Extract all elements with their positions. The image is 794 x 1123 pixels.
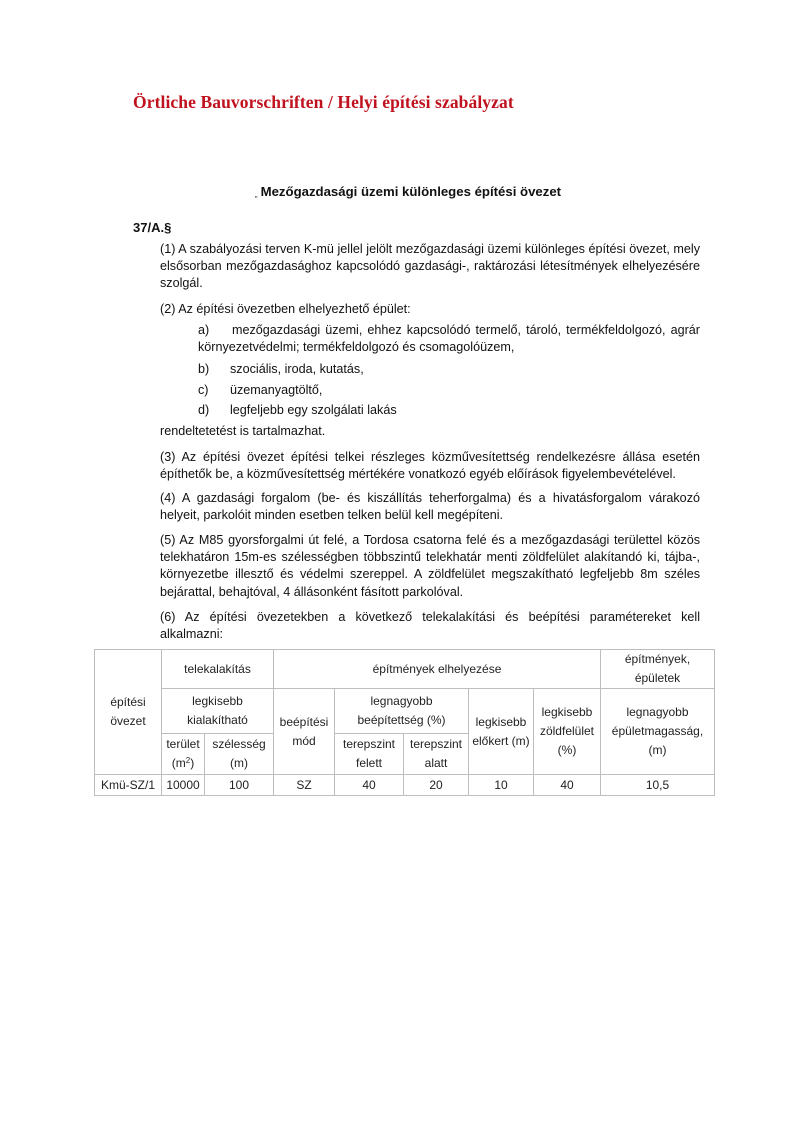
document-header-title: Örtliche Bauvorschriften / Helyi építési szabályzat	[133, 92, 514, 112]
clause-5: (5) Az M85 gyorsforgalmi út felé, a Tordosa csatorna felé és a mezőgazdasági területtel közös telekhatáron 15m-es szélességben többszintű telekhatár menti zöldfelület alakítandó ki, tájba-, környezetbe illesztő és védelmi szereppel. A zöldfelület megszakítható legfeljebb 8m széles bejárattal, behajtóval, 4 állásonként fásított parkolóval.	[160, 533, 700, 599]
header-max-coverage: legnagyobb beépítettség (%)	[335, 689, 469, 734]
clause-2-item-b	[198, 361, 364, 378]
clause-3: (3) Az építési övezet építési telkei részleges közművesítettség rendelkezésre állása esetén építhetők be, a közművesítettség mértékére vonatkozó egyéb előírások figyelembevételével.	[160, 450, 700, 482]
header-width	[205, 734, 274, 775]
list-text: szociális, iroda, kutatás,	[230, 362, 364, 376]
list-label: d)	[198, 403, 210, 417]
area-label: terület	[166, 737, 200, 751]
list-text: mezőgazdasági üzemi, ehhez kapcsolódó termelő, tároló, termékfeldolgozó, agrár környezetvédelmi; termékfeldolgozó és csomagolóüzem,	[198, 323, 700, 355]
cell-height: 10,5	[601, 775, 715, 796]
cell-coverage-below: 20	[404, 775, 469, 796]
cell-zone: Kmü-SZ/1	[95, 775, 162, 796]
list-text: legfeljebb egy szolgálati lakás	[230, 403, 397, 417]
cell-mode: SZ	[274, 775, 335, 796]
list-label: c)	[198, 383, 209, 397]
header-zone: építési övezet	[95, 650, 162, 775]
below-ground-line-2: alatt	[424, 756, 448, 770]
cell-area: 10000	[162, 775, 205, 796]
width-label: szélesség	[212, 737, 266, 751]
opening-quote-mark: „	[254, 190, 258, 199]
header-above-ground	[335, 734, 404, 775]
clause-2-intro: (2) Az építési övezetben elhelyezhető épület:	[160, 302, 411, 316]
header-below-ground	[404, 734, 469, 775]
below-ground-line-1: terepszint	[409, 737, 463, 751]
section-title	[0, 184, 794, 199]
header-max-height: legnagyobb épületmagasság, (m)	[601, 689, 715, 775]
area-unit: (m	[171, 756, 186, 770]
header-min-front-yard: legkisebb előkert (m)	[469, 689, 534, 775]
list-label: a)	[198, 323, 210, 337]
clause-2-tail: rendeltetetést is tartalmazhat.	[160, 424, 326, 438]
clause-4: (4) A gazdasági forgalom (be- és kiszállítás teherforgalma) és a hivatásforgalom várakozó helyeit, parkolóit minden esetben telken belül kell megépíteni.	[160, 491, 700, 523]
clause-2-item-d	[198, 402, 397, 419]
above-ground-line-2: felett	[355, 756, 382, 770]
header-min-green-area: legkisebb zöldfelület (%)	[534, 689, 601, 775]
cell-width: 100	[205, 775, 274, 796]
clause-2-item-c	[198, 382, 322, 399]
table-header-row-2	[95, 689, 715, 734]
header-area	[162, 734, 205, 775]
cell-green-area: 40	[534, 775, 601, 796]
table-header-row-1	[95, 650, 715, 689]
area-unit-exponent: 2	[185, 756, 191, 765]
clause-1: (1) A szabályozási terven K-mü jellel jelölt mezőgazdasági üzemi különleges építési övezet, mely elsősorban mezőgazdasághoz kapcsolódó gazdasági-, raktározási létesítmények elhelyezésére szolgál.	[160, 242, 700, 291]
parameters-table	[94, 649, 715, 796]
area-unit-close: )	[190, 756, 195, 770]
header-buildings: építmények, épületek	[601, 650, 715, 689]
width-unit: (m)	[230, 756, 248, 770]
paragraph-number: 37/A.§	[133, 220, 172, 235]
section-title-text: Mezőgazdasági üzemi különleges építési övezet	[260, 184, 562, 199]
cell-coverage-above: 40	[335, 775, 404, 796]
list-text: üzemanyagtöltő,	[230, 383, 323, 397]
clause-2-item-a	[198, 322, 700, 356]
above-ground-line-1: terepszint	[342, 737, 396, 751]
table-row	[95, 775, 715, 796]
header-building-mode: beépítési mód	[274, 689, 335, 775]
list-label: b)	[198, 362, 210, 376]
header-buildings-placement: építmények elhelyezése	[274, 650, 601, 689]
cell-front-yard: 10	[469, 775, 534, 796]
header-plot-formation: telekalakítás	[162, 650, 274, 689]
clause-6: (6) Az építési övezetekben a következő telekalakítási és beépítési paramétereket kell alkalmazni:	[160, 610, 700, 642]
header-min-formable: legkisebb kialakítható	[162, 689, 274, 734]
